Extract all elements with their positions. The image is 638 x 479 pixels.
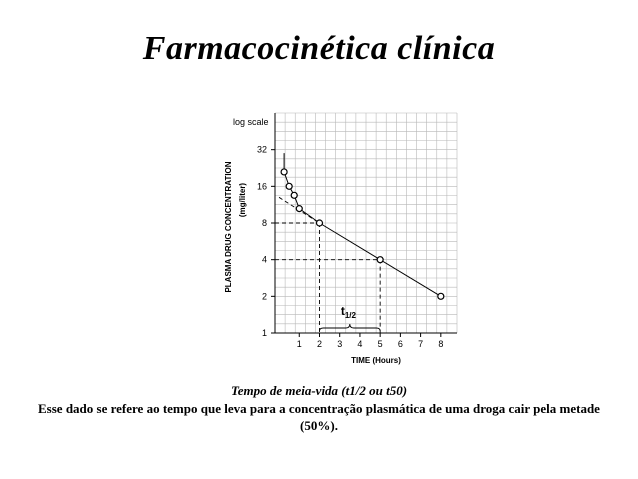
half-life-bracket [319,324,380,331]
y-tick-label: 16 [256,181,267,192]
data-point [291,192,297,198]
y-tick-label: 1 [261,328,267,338]
x-tick-label: 2 [316,339,322,349]
half-life-marker [319,304,380,331]
data-point [286,183,292,189]
x-tick-labels [297,333,444,349]
slide-title: Farmacocinética clínica [142,30,496,67]
half-life-label-sub: 1/2 [344,311,356,320]
data-point [296,206,302,212]
x-axis-label: TIME (Hours) [351,356,401,365]
chart-grid [275,113,457,333]
y-axis-label: PLASMA DRUG CONCENTRATION [224,161,233,293]
scale-label: log scale [233,117,269,127]
half-life-chart [215,105,465,370]
x-tick-label: 6 [397,339,403,349]
x-tick-label: 4 [357,339,363,349]
caption-heading: Tempo de meia-vida (t1/2 ou t50) [230,383,408,398]
y-tick-labels [257,145,275,338]
caption-body: Esse dado se refere ao tempo que leva para a concentração plasmática de uma droga cair pela metade (50%). [38,401,600,433]
y-axis-unit: (mg/liter) [238,182,247,218]
y-tick-label: 32 [256,144,267,155]
data-point [316,220,322,226]
x-tick-label: 8 [438,339,444,349]
y-tick-label: 8 [261,218,267,228]
x-tick-label: 3 [337,339,343,349]
x-tick-label: 5 [377,339,383,349]
x-tick-label: 7 [418,339,424,349]
y-tick-label: 2 [261,291,267,302]
x-tick-label: 1 [296,339,302,349]
y-tick-label: 4 [261,254,267,265]
half-life-label [341,304,357,320]
half-life-label-main: t [340,304,345,318]
data-point [377,257,383,263]
data-point [438,293,444,299]
data-point [281,169,287,175]
